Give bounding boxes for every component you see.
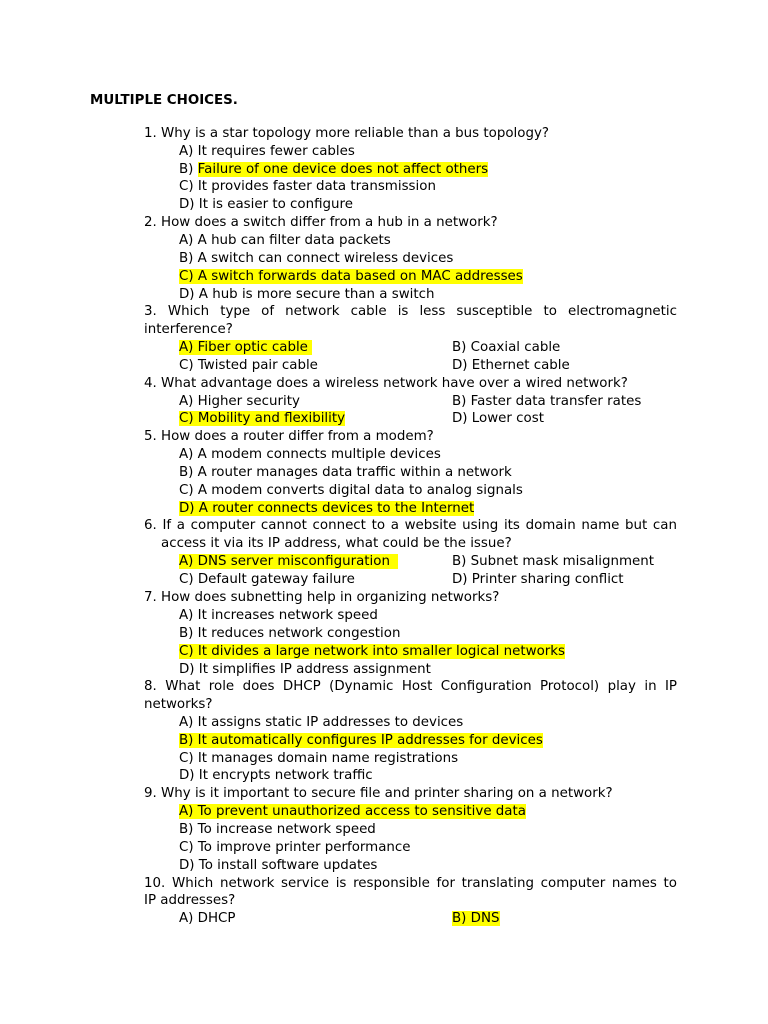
question-6-line-1: 6. If a computer cannot connect to a website using its domain name but can — [144, 518, 677, 533]
answer-highlight: B) It automatically configures IP addresses for devices — [179, 733, 543, 748]
question-10-line-2: IP addresses? — [144, 893, 236, 908]
question-1: 1. Why is a star topology more reliable than a bus topology? — [144, 126, 549, 141]
option-3d: D) Ethernet cable — [452, 358, 570, 373]
option-5c: C) A modem converts digital data to analog signals — [179, 483, 523, 498]
option-4a: A) Higher security — [179, 394, 300, 409]
option-6d: D) Printer sharing conflict — [452, 572, 624, 587]
question-7: 7. How does subnetting help in organizing networks? — [144, 590, 500, 605]
option-9d: D) To install software updates — [179, 858, 378, 873]
option-8d: D) It encrypts network traffic — [179, 768, 373, 783]
option-1c: C) It provides faster data transmission — [179, 179, 436, 194]
question-8-line-1: 8. What role does DHCP (Dynamic Host Configuration Protocol) play in IP — [144, 679, 677, 694]
option-6c: C) Default gateway failure — [179, 572, 355, 587]
question-4: 4. What advantage does a wireless network have over a wired network? — [144, 376, 628, 391]
option-4d: D) Lower cost — [452, 411, 544, 426]
option-10b — [452, 910, 500, 928]
answer-highlight: C) A switch forwards data based on MAC addresses — [179, 269, 523, 284]
option-7c — [179, 643, 565, 661]
answer-highlight: C) It divides a large network into smaller logical networks — [179, 644, 566, 659]
option-2c — [179, 268, 523, 286]
question-8-line-2: networks? — [144, 697, 213, 712]
option-1a: A) It requires fewer cables — [179, 144, 355, 159]
option-8c: C) It manages domain name registrations — [179, 751, 459, 766]
answer-highlight: A) DNS server misconfiguration — [179, 554, 399, 569]
question-9: 9. Why is it important to secure file and printer sharing on a network? — [144, 786, 613, 801]
option-2d: D) A hub is more secure than a switch — [179, 287, 435, 302]
answer-highlight: D) A router connects devices to the Internet — [179, 501, 475, 516]
question-3-line-1: 3. Which type of network cable is less susceptible to electromagnetic — [144, 304, 677, 319]
question-3-line-2: interference? — [144, 322, 233, 337]
option-6b: B) Subnet mask misalignment — [452, 554, 655, 569]
option-3c: C) Twisted pair cable — [179, 358, 318, 373]
option-5d — [179, 500, 474, 518]
question-10-line-1: 10. Which network service is responsible for translating computer names to — [144, 876, 677, 891]
option-7a: A) It increases network speed — [179, 608, 378, 623]
option-1b: B) Failure of one device does not affect others — [179, 162, 489, 177]
option-6a — [179, 553, 398, 571]
option-7d: D) It simplifies IP address assignment — [179, 662, 431, 677]
option-4b: B) Faster data transfer rates — [452, 394, 642, 409]
question-5: 5. How does a router differ from a modem? — [144, 429, 434, 444]
option-1d: D) It is easier to configure — [179, 197, 353, 212]
question-2: 2. How does a switch differ from a hub in a network? — [144, 215, 498, 230]
option-7b: B) It reduces network congestion — [179, 626, 401, 641]
option-4c — [179, 410, 345, 428]
option-3a — [179, 339, 312, 357]
answer-highlight: A) To prevent unauthorized access to sensitive data — [179, 804, 526, 819]
option-9b: B) To increase network speed — [179, 822, 376, 837]
option-5b: B) A router manages data traffic within a network — [179, 465, 512, 480]
option-9a — [179, 803, 526, 821]
question-6-line-2: access it via its IP address, what could be the issue? — [161, 536, 512, 551]
answer-highlight: B) DNS — [452, 911, 500, 926]
option-5a: A) A modem connects multiple devices — [179, 447, 441, 462]
option-9c: C) To improve printer performance — [179, 840, 411, 855]
answer-highlight: Failure of one device does not affect others — [197, 162, 489, 177]
option-2a: A) A hub can filter data packets — [179, 233, 391, 248]
option-2b: B) A switch can connect wireless devices — [179, 251, 454, 266]
option-8a: A) It assigns static IP addresses to devices — [179, 715, 464, 730]
section-title: MULTIPLE CHOICES. — [90, 93, 238, 108]
option-8b — [179, 732, 543, 750]
option-10a: A) DHCP — [179, 911, 236, 926]
answer-highlight: A) Fiber optic cable — [179, 340, 313, 355]
answer-highlight: C) Mobility and flexibility — [179, 411, 346, 426]
option-3b: B) Coaxial cable — [452, 340, 561, 355]
